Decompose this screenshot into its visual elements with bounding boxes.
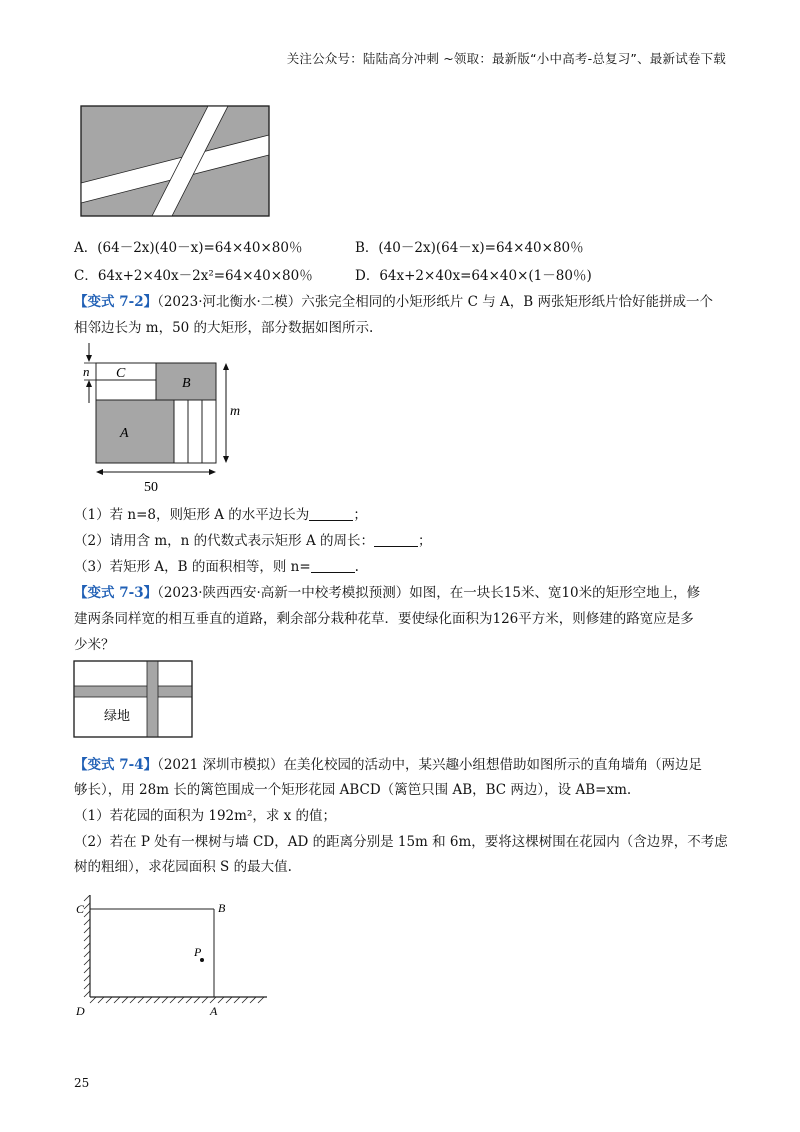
q73-tag: 【变式 7-3】 <box>74 585 158 601</box>
label-b: B <box>182 376 191 391</box>
option-a: A．(64－2x)(40－x)=64×40×80％ <box>74 240 303 256</box>
option-d: D．64x+2×40x=64×40×(1－80％) <box>355 268 592 284</box>
answer-blank-3[interactable] <box>311 560 355 573</box>
label-a: A <box>210 1004 218 1018</box>
q72-line1: 【变式 7-2】（2023·河北衡水·二模）六张完全相同的小矩形纸片 C 与 A，B 两张矩形纸片恰好能拼成一个 <box>74 294 713 310</box>
option-c: C．64x+2×40x－2x²=64×40×80％ <box>74 268 313 284</box>
q74-line1: 【变式 7-4】（2021 深圳市模拟）在美化校园的活动中，某兴趣小组想借助如图所示的直角墙角（两边足 <box>74 757 702 773</box>
q72-sub1: （1）若 n=8，则矩形 A 的水平边长为 ； <box>74 507 367 523</box>
q72-sub3: （3）若矩形 A，B 的面积相等，则 n= . <box>74 559 359 575</box>
answer-blank-2[interactable] <box>374 534 418 547</box>
q74-sub1: （1）若花园的面积为 192m²，求 x 的值； <box>74 808 337 824</box>
label-m: m <box>230 404 241 419</box>
page-number: 25 <box>74 1076 90 1090</box>
q72-line2: 相邻边长为 m，50 的大矩形，部分数据如图所示. <box>74 320 374 336</box>
green-space-figure <box>73 660 193 738</box>
label-c: C <box>116 366 126 381</box>
q73-line3: 少米？ <box>74 637 115 653</box>
label-b: B <box>218 901 226 915</box>
label-p: P <box>194 945 202 959</box>
q72-tag: 【变式 7-2】 <box>74 294 158 310</box>
label-a: A <box>120 426 129 441</box>
label-d: D <box>76 1004 85 1018</box>
q73-line1: 【变式 7-3】（2023·陕西西安·高新一中校考模拟预测）如图，在一块长15米、宽10米的矩形空地上，修 <box>74 585 701 601</box>
label-c: C <box>76 902 85 916</box>
q74-sub2-line2: 树的粗细），求花园面积 S 的最大值. <box>74 859 292 875</box>
answer-blank-1[interactable] <box>309 508 353 521</box>
rectangles-figure <box>78 343 248 495</box>
corner-garden-figure <box>72 895 272 1020</box>
green-space-label: 绿地 <box>104 709 131 724</box>
label-50: 50 <box>144 480 158 495</box>
road-diagram-figure <box>80 105 270 217</box>
q74-line2: 够长），用 28m 长的篱笆围成一个矩形花园 ABCD（篱笆只围 AB，BC 两边），设 AB=xm. <box>74 782 632 798</box>
page-header: 关注公众号：陆陆高分冲刺 ~领取：最新版“小中高考-总复习”、最新试卷下载 <box>286 51 726 66</box>
option-b: B．(40－2x)(64－x)=64×40×80％ <box>355 240 584 256</box>
q72-sub2: （2）请用含 m，n 的代数式表示矩形 A 的周长： ； <box>74 533 432 549</box>
q74-tag: 【变式 7-4】 <box>74 757 158 773</box>
q74-sub2-line1: （2）若在 P 处有一棵树与墙 CD，AD 的距离分别是 15m 和 6m，要将这棵树围在花园内（含边界，不考虑 <box>74 834 728 850</box>
q73-line2: 建两条同样宽的相互垂直的道路，剩余部分栽种花草．要使绿化面积为126平方米，则修建的路宽应是多 <box>74 611 694 627</box>
label-n: n <box>83 364 90 379</box>
